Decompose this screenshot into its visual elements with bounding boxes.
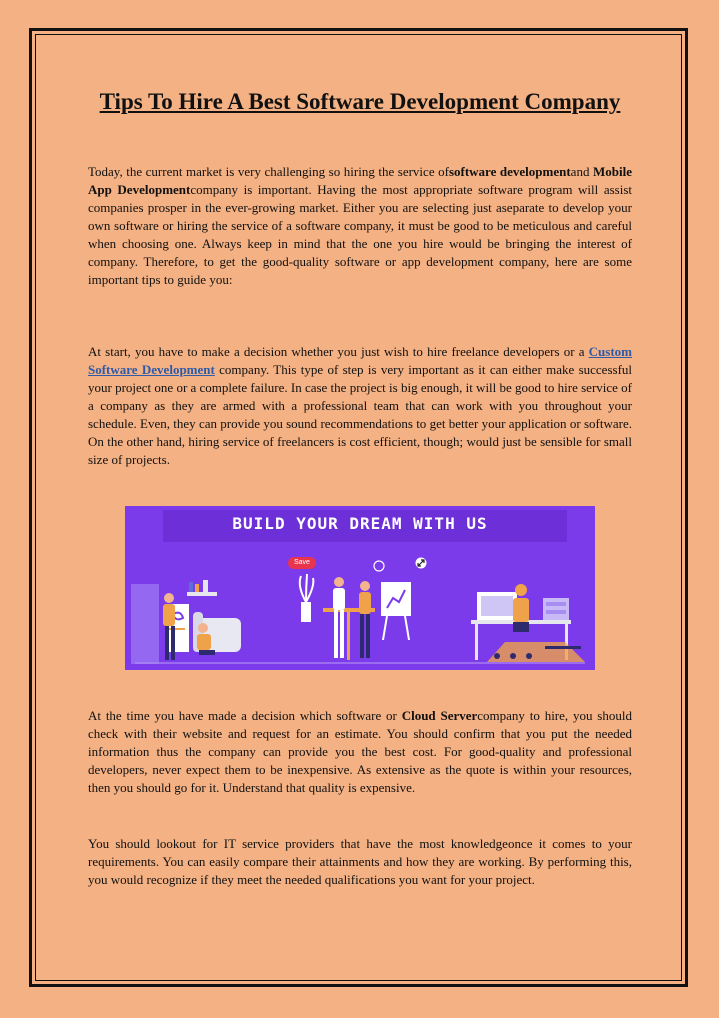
and-text: and: [570, 164, 590, 179]
team-illustration: [125, 506, 595, 670]
mobile-app-development-term: Mobile App Development: [88, 164, 632, 197]
custom-software-development-link[interactable]: Custom Software Development: [88, 344, 632, 377]
freelance-vs-company-paragraph: [88, 343, 632, 469]
cloud-server-term: Cloud Server: [401, 708, 478, 723]
p2-after-text: company. This type of step is very important as it can either make successful your project one or a complete failure. In case the project is big enough, it will be good to hire service of a company as they are armed with a professional team that can work with you throughout your schedule. Even, they can provide you sound recommendations to get better your application or software. On the other hand, hiring service of freelancers is cost efficient, though; would just be sensible for small size of projects.: [88, 362, 633, 467]
p3-before-text: At the time you have made a decision which software or: [88, 708, 402, 723]
p3-after-text: company to hire, you should check with their website and request for an estimate. You should confirm that you put the needed information thus the company can provide you the best cost. For good-quality and professional developers, never expect them to be inexpensive. As extensive as the quote is within your resources, then you should go for it. Understand that quality is expensive.: [88, 708, 632, 795]
intro-paragraph: [88, 163, 632, 289]
document-title: Tips To Hire A Best Software Development Company: [99, 89, 621, 114]
it-providers-paragraph: You should lookout for IT service providers that have the most knowledgeonce it comes to your requirements. You can easily compare their attainments and how they are working. By performing this, you would recognize if they meet the needed qualifications you want for your project.: [88, 836, 632, 887]
estimate-paragraph: [88, 707, 632, 797]
intro-rest-text: company is important. Having the most appropriate software program will assist companies prosper in the ever-growing market. Either you are selecting just aseparate to develop your own software or hiring the service of a software company, it must be good to be meticulous and careful when choosing one. Always keep in mind that the one you hire would be bringing the interest of company. Therefore, to get the good-quality software or app development company, here are some important tips to guide you:: [88, 182, 633, 287]
save-label: Save: [294, 559, 310, 566]
promo-banner-image: [125, 506, 595, 670]
expand-icon[interactable]: [415, 557, 427, 569]
pinterest-save-button[interactable]: [288, 557, 316, 569]
intro-text: Today, the current market is very challenging so hiring the service of: [88, 164, 449, 179]
p2-before-text: At start, you have to make a decision whether you just wish to hire freelance developers or a: [88, 344, 589, 359]
software-development-term: software development: [448, 164, 571, 179]
banner-headline: BUILD YOUR DREAM WITH US: [232, 514, 488, 533]
